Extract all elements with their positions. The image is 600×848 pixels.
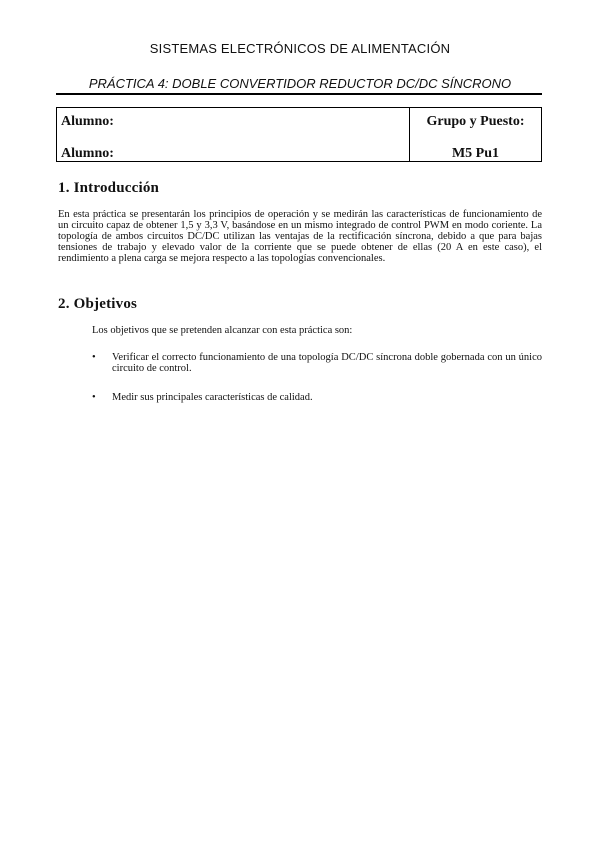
list-item	[92, 392, 542, 403]
practice-title: PRÁCTICA 4: DOBLE CONVERTIDOR REDUCTOR DC/DC SÍNCRONO	[88, 76, 512, 91]
group-label: Grupo y Puesto:	[426, 114, 525, 129]
objective-text: Medir sus principales características de calidad.	[112, 392, 313, 403]
bullet-icon: •	[92, 392, 96, 403]
header-rule	[56, 93, 542, 95]
objective-text: Verificar el correcto funcionamiento de una topología DC/DC síncrona doble gobernada con un único circuito de control.	[112, 352, 542, 374]
student-info-box	[56, 107, 542, 162]
objectives-heading: 2. Objetivos	[58, 296, 138, 312]
student-label-1: Alumno:	[61, 114, 114, 129]
list-item	[92, 352, 542, 374]
objectives-intro: Los objetivos que se pretenden alcanzar con esta práctica son:	[92, 325, 353, 336]
intro-heading: 1. Introducción	[58, 180, 160, 196]
objectives-list	[92, 352, 542, 403]
student-label-2: Alumno:	[61, 146, 114, 161]
course-title: SISTEMAS ELECTRÓNICOS DE ALIMENTACIÓN	[149, 41, 451, 56]
group-value: M5 Pu1	[451, 146, 500, 161]
intro-paragraph: En esta práctica se presentarán los principios de operación y se medirán las características de funcionamiento de un circuito capaz de obtener 1,5 y 3,3 V, basándose en un mismo integrado de control PWM en modo coriente. La topología de ambos circuitos DC/DC utilizan las ventajas de la rectificación síncrona, debido a que para bajas tensiones de trabajo y elevado valor de la corriente que se puede obtener de ellas (20 A en este caso), el rendimiento a plena carga se mejora respecto a las topologías convencionales.	[58, 209, 542, 264]
bullet-icon: •	[92, 352, 96, 363]
